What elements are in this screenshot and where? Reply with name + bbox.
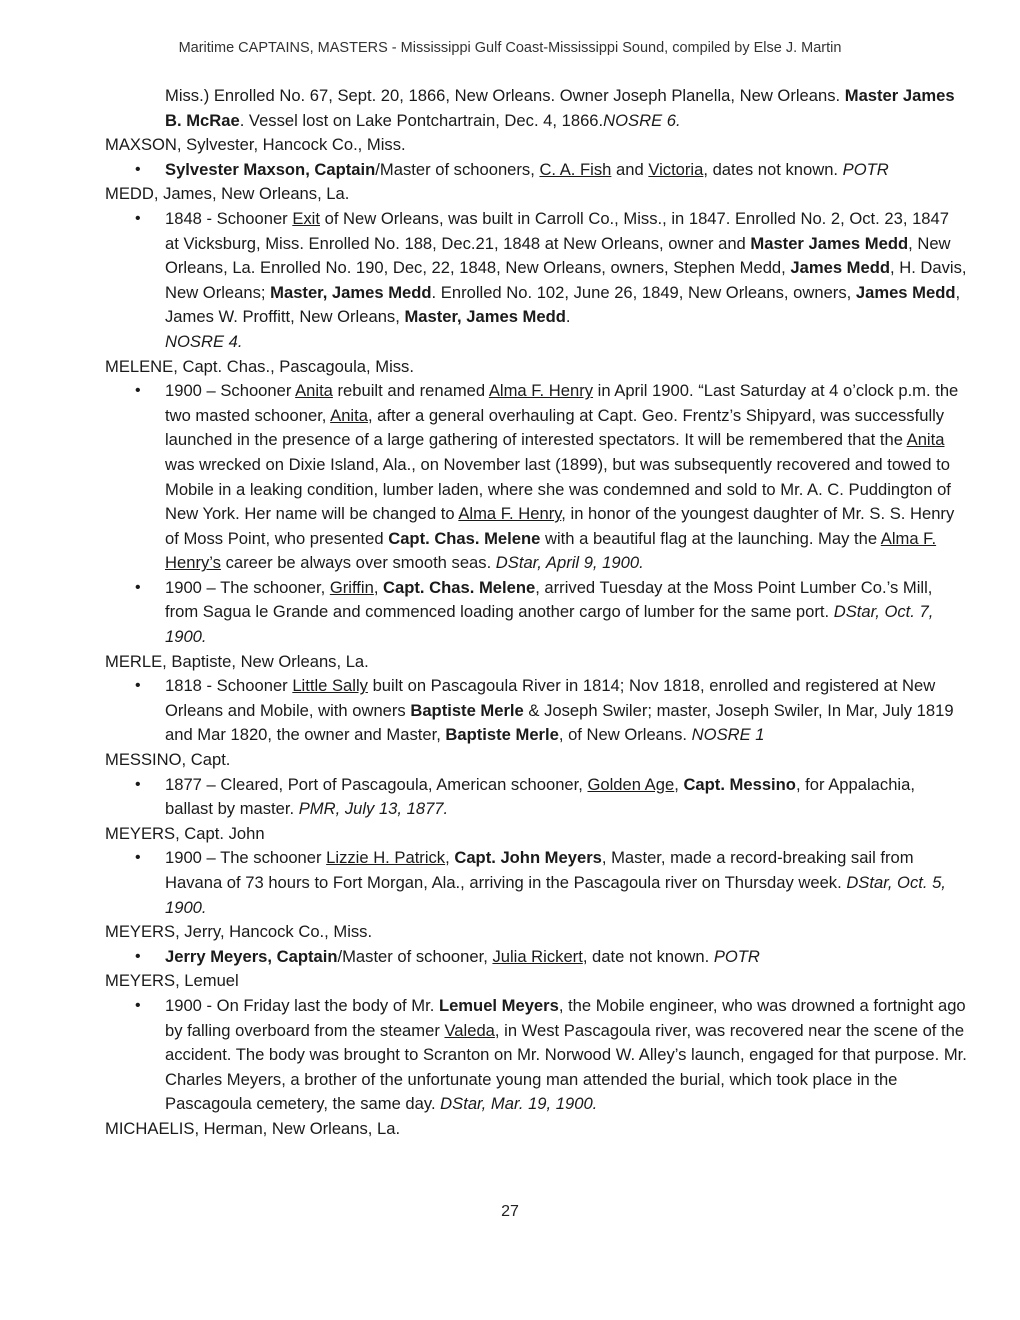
entry-heading-medd: MEDD, James, New Orleans, La. [105, 184, 350, 204]
entry-heading-melene: MELENE, Capt. Chas., Pascagoula, Miss. [105, 356, 414, 376]
list-item: • 1848 - Schooner Exit of New Orleans, was built in Carroll Co., Miss., in 1847. Enrolled No. 2, Oct. 23, 1847 at Vicksburg, Miss. Enrolled No. 188, Dec.21, 1848 at New Orleans, owner and Master James Medd, New Orleans, La. Enrolled No. 190, Dec, 22, 1848, New Orleans, owners, Stephen Medd, James Medd, H. Davis, New Orleans; Master, James Medd. Enrolled No. 102, June 26, 1849, New Orleans, owners, James Medd, James W. Proffitt, New Orleans, Master, James Medd. NOSRE 4. [105, 207, 967, 355]
entry-heading-meyers-john: MEYERS, Capt. John [105, 823, 265, 843]
document-body [105, 84, 967, 1142]
list-item: • 1900 - On Friday last the body of Mr. Lemuel Meyers, the Mobile engineer, who was drowned a fortnight ago by falling overboard from the steamer Valeda, in West Pascagoula river, was recovered near the scene of the accident. The body was brought to Scranton on Mr. Norwood W. Alley’s launch, engaged for that purpose. Mr. Charles Meyers, a brother of the unfortunate young man attended the burial, which took place in the Pascagoula cemetery, the same day. DStar, Mar. 19, 1900. [105, 994, 967, 1117]
list-item: • 1900 – Schooner Anita rebuilt and renamed Alma F. Henry in April 1900. “Last Saturday at 4 o’clock p.m. the two masted schooner, Anita, after a general overhauling at Capt. Geo. Frentz’s Shipyard, was successfully launched in the presence of a large gathering of interested spectators. It will be remembered that the Anita was wrecked on Dixie Island, Ala., on November last (1899), but was subsequently recovered and towed to Mobile in a leaking condition, lumber laden, where she was condemned and sold to Mr. A. C. Puddington of New York. Her name will be changed to Alma F. Henry, in honor of the youngest daughter of Mr. S. S. Henry of Moss Point, who presented Capt. Chas. Melene with a beautiful flag at the launching. May the Alma F. Henry’s career be always over smooth seas. DStar, April 9, 1900. [105, 379, 967, 576]
entry-heading-messino: MESSINO, Capt. [105, 750, 231, 770]
entry-list-melene [105, 379, 967, 650]
list-item: • Sylvester Maxson, Captain/Master of schooners, C. A. Fish and Victoria, dates not known. POTR [105, 158, 967, 183]
entry-heading-michaelis: MICHAELIS, Herman, New Orleans, La. [105, 1118, 401, 1138]
list-item: • Jerry Meyers, Captain/Master of schooner, Julia Rickert, date not known. POTR [105, 945, 967, 970]
entry-heading-merle: MERLE, Baptiste, New Orleans, La. [105, 651, 369, 671]
entry-list-meyers-lemuel [105, 994, 967, 1117]
entry-list-meyers-john [105, 846, 967, 920]
page-header: Maritime CAPTAINS, MASTERS - Mississippi Gulf Coast-Mississippi Sound, compiled by Else J. Martin [178, 40, 842, 56]
entry-list-merle [105, 674, 967, 748]
continued-entry: Miss.) Enrolled No. 67, Sept. 20, 1866, New Orleans. Owner Joseph Planella, New Orleans. Master James B. McRae. Vessel lost on Lake Pontchartrain, Dec. 4, 1866.NOSRE 6. [165, 86, 955, 130]
list-item: • 1900 – The schooner Lizzie H. Patrick, Capt. John Meyers, Master, made a record-breaking sail from Havana of 73 hours to Fort Morgan, Ala., arriving in the Pascagoula river on Thursday week. DStar, Oct. 5, 1900. [105, 846, 967, 920]
entry-list-messino [105, 773, 967, 822]
entry-heading-meyers-lemuel: MEYERS, Lemuel [105, 971, 239, 991]
list-item: • 1877 – Cleared, Port of Pascagoula, American schooner, Golden Age, Capt. Messino, for Appalachia, ballast by master. PMR, July 13, 1877. [105, 773, 967, 822]
entry-heading-maxson: MAXSON, Sylvester, Hancock Co., Miss. [105, 135, 406, 155]
entry-list-maxson [105, 158, 967, 183]
entry-list-meyers-jerry [105, 945, 967, 970]
page-number: 27 [501, 1203, 519, 1220]
list-item: • 1900 – The schooner, Griffin, Capt. Chas. Melene, arrived Tuesday at the Moss Point Lumber Co.’s Mill, from Sagua le Grande and commenced loading another cargo of lumber for the same port. DStar, Oct. 7, 1900. [105, 576, 967, 650]
list-item: • 1818 - Schooner Little Sally built on Pascagoula River in 1814; Nov 1818, enrolled and registered at New Orleans and Mobile, with owners Baptiste Merle & Joseph Swiler; master, Joseph Swiler, In Mar, July 1819 and Mar 1820, the owner and Master, Baptiste Merle, of New Orleans. NOSRE 1 [105, 674, 967, 748]
entry-list-medd [105, 207, 967, 355]
entry-heading-meyers-jerry: MEYERS, Jerry, Hancock Co., Miss. [105, 922, 373, 942]
